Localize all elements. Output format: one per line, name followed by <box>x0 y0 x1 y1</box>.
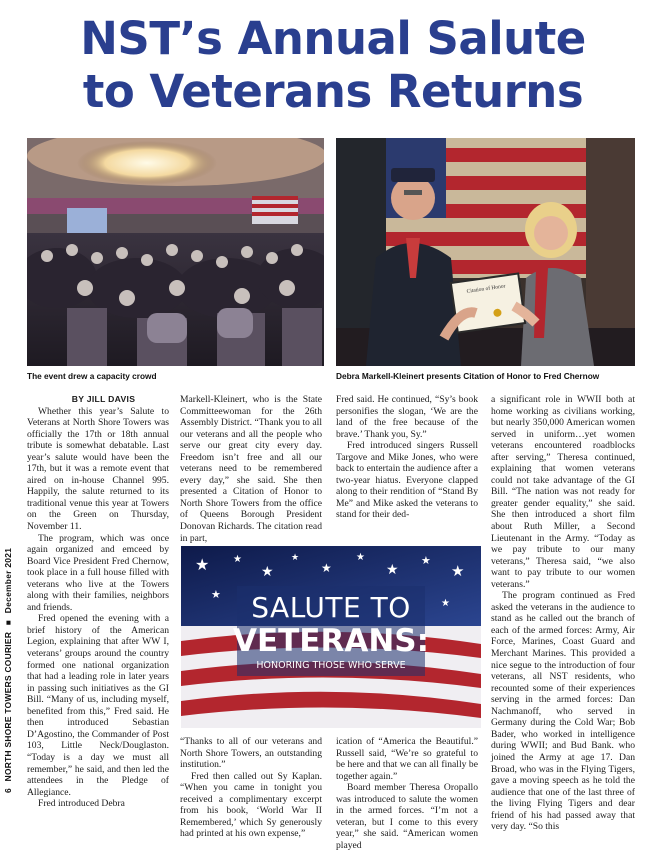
svg-text:★: ★ <box>261 565 274 580</box>
certificate-title: Citation of Honor <box>466 283 506 295</box>
issue-date: December 2021 <box>3 547 13 614</box>
salute-to-veterans-banner <box>181 546 481 728</box>
article-column-4 <box>491 394 635 833</box>
article-column-2-bottom <box>180 736 322 840</box>
banner-line-2: VETERANS: <box>232 623 430 659</box>
svg-text:★: ★ <box>421 555 431 567</box>
banner-line-1: SALUTE TO <box>251 591 411 624</box>
article-column-2-top <box>180 394 322 544</box>
paragraph: Fred opened the evening with a brief history of the American Legion, explaining that after WW I, veterans’ groups around the country formed one national organization that had a leading role in later years in passing such initiatives as the GI Bill. “Many of us, including myself, benefited from this,” Fred said. He then introduced Sebastian D’Agostino, the Commander of Post 103, Little Neck/Douglaston. “Today is a day we must all remember,” he said, and then led the attendees in the Pledge of Allegiance. <box>27 613 169 798</box>
svg-text:★: ★ <box>441 598 450 609</box>
paragraph: “Thanks to all of our veterans and North Shore Towers, an outstanding institution.” <box>180 736 322 771</box>
svg-text:★: ★ <box>451 564 465 580</box>
svg-text:★: ★ <box>233 554 242 565</box>
spine-separator: ■ <box>3 619 13 626</box>
banquet-hall-image <box>27 138 324 366</box>
publication-name: NORTH SHORE TOWERS COURIER <box>3 631 13 782</box>
paragraph: Markell-Kleinert, who is the State Committeewoman for the 26th Assembly District. “Thank you to all our veterans and all the people who serve our great city every day. Freedom isn’t free and all our veterans need to be remembered every day,” she said. She then presented a Citation of Honor to North Shore Towers from the office of Queens Borough President Donovan Richards. The citation read in part, <box>180 394 322 544</box>
photo-citation-presentation <box>336 138 635 366</box>
article-column-3-bottom <box>336 736 478 851</box>
svg-text:★: ★ <box>386 563 399 578</box>
paragraph: Board member Theresa Oropallo was introduced to salute the women in the armed forces. “I’m not a veteran, but I come to this every year,” she said. “American women played <box>336 782 478 851</box>
citation-presentation-image <box>336 138 635 366</box>
photo-capacity-crowd <box>27 138 324 366</box>
svg-text:★: ★ <box>211 589 221 601</box>
article-column-3-top <box>336 394 478 521</box>
paragraph: The program continued as Fred asked the veterans in the audience to stand as he called out the branch of each of the armed forces: Army, Air Force, Marines, Coast Guard and Merchant Marines. This provided a nice segue to the introduction of four veterans, all NST residents, who recounted some of their experiences serving in the armed forces: Dan Nachmanoff, who served in Germany during the Cold War; Bob Bader, who worked in intelligence during WWII; and Bud Bank. who joined the Army at age 17. Dan Broad, who was in the Flying Tigers, gave a moving speech as he told the audience that one of the last three of the living Flying Tigers and dear friend of his had passed away that very day. “So this <box>491 590 635 833</box>
paragraph: ication of “America the Beautiful.” Russell said, “We’re so grateful to be here and that we can all finally be together again.” <box>336 736 478 782</box>
caption-photo-1: The event drew a capacity crowd <box>27 371 157 381</box>
headline <box>0 12 666 118</box>
paragraph: a significant role in WWII both at home working as civilians working, but nearly 350,000 American women served in uniform…yet women veterans encountered roadblocks after serving,” Theresa continued, explaining that women veterans could not take advantage of the GI Bill. “The nation was not ready for greater gender equality,” she said. She then introduced a short film about Ruth Miller, a Second Lieutenant in the Army. “Today as we pay tribute to our many veterans,” Theresa said, “we also want to pay tribute to our women veterans.” <box>491 394 635 590</box>
paragraph: Whether this year’s Salute to Veterans at North Shore Towers was officially the 17th or 18th annual tribute is somewhat debatable. Last year’s salute would have been the 17th, but it was a remote event that aired on in-house Channel 995. Happily, the salute returned to its traditional venue this year at Towers on the Green on Thursday, November 11. <box>27 405 169 533</box>
caption-photo-2: Debra Markell-Kleinert presents Citation of Honor to Fred Chernow <box>336 371 600 381</box>
article-column-1 <box>27 394 169 810</box>
paragraph: Fred said. He continued, “Sy’s book personifies the slogan, ‘We are the land of the free because of the brave.’ Thank you, Sy.” <box>336 394 478 440</box>
svg-text:★: ★ <box>356 552 365 563</box>
page-number: 6 <box>3 788 13 793</box>
byline: BY JILL DAVIS <box>71 394 136 404</box>
paragraph: Fred then called out Sy Kaplan. “When you came in tonight you received a complimentary excerpt from his book, ‘World War II Remembered,’ which Sy generously had printed at his own expense,” <box>180 770 322 840</box>
svg-text:★: ★ <box>321 561 332 575</box>
page-spine <box>3 547 15 793</box>
paragraph: Fred introduced Debra <box>38 798 125 810</box>
paragraph: Fred introduced singers Russell Targove and Mike Jones, who were back to entertain the audience after a two-year hiatus. Everyone clapped along to their rendition of “Stand By Me” and Mike asked the veterans to stand for their ded- <box>336 440 478 521</box>
svg-text:★: ★ <box>291 552 300 562</box>
headline-line-2: to Veterans Returns <box>82 65 584 118</box>
paragraph: The program, which was once again organized and emceed by Board Vice President Fred Chernow, took place in a full house filled with veterans who live at the Towers along with their families, neighbors and friends. <box>27 532 169 613</box>
svg-text:★: ★ <box>195 557 210 574</box>
banner-line-3: HONORING THOSE WHO SERVE <box>256 660 406 671</box>
headline-line-1: NST’s Annual Salute <box>80 12 586 65</box>
